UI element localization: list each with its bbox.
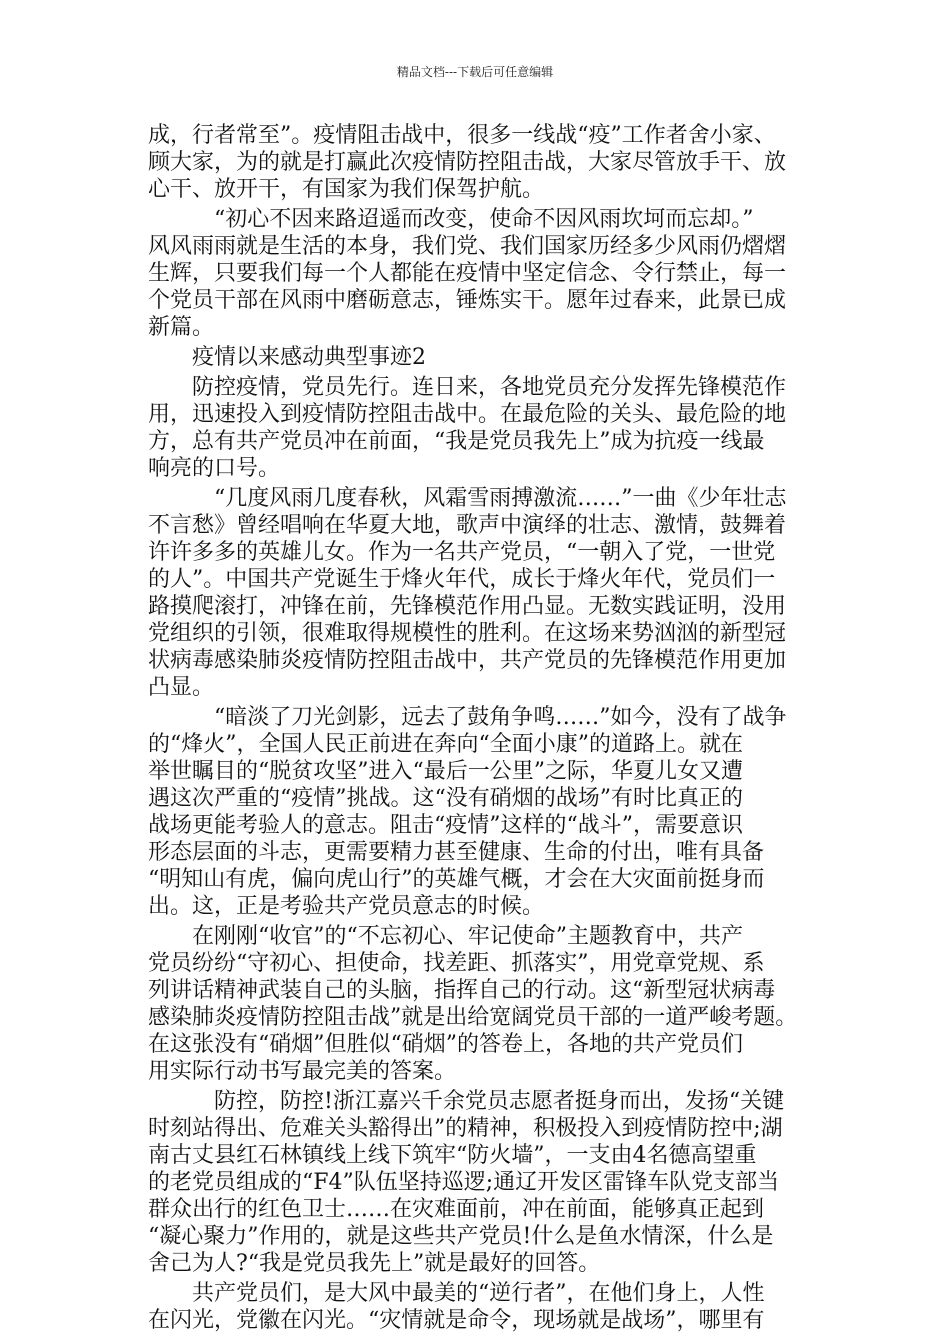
text-line: 个党员干部在风雨中磨砺意志，锤炼实干。愿年过春来，此景已成 <box>148 288 787 313</box>
paragraph <box>148 485 816 701</box>
text-line: 新篇。 <box>148 315 215 340</box>
text-line: 生辉，只要我们每一个人都能在疫情中坚定信念、令行禁止，每一 <box>148 261 787 286</box>
text-line: 顾大家，为的就是打赢此次疫情防控阻击战，大家尽管放手干、放 <box>148 150 787 175</box>
text-line: 的“烽火”，全国人民正前进在奔向“全面小康”的道路上。就在 <box>148 732 743 757</box>
text-line: 战场更能考验人的意志。阻击“疫情”这样的“战斗”，需要意识 <box>148 813 743 838</box>
text-line: 列讲话精神武装自己的头脑，指挥自己的行动。这“新型冠状病毒 <box>148 978 776 1003</box>
text-line: 在这张没有“硝烟”但胜似“硝烟”的答卷上，各地的共产党员们 <box>148 1032 743 1057</box>
text-line: 形态层面的斗志，更需要精力甚至健康、生命的付出，唯有具备 <box>148 840 765 865</box>
text-line: 的人”。中国共产党诞生于烽火年代，成长于烽火年代，党员们一 <box>148 567 776 592</box>
text-line: 党员纷纷“守初心、担使命，找差距、抓落实”，用党章党规、系 <box>148 951 765 976</box>
paragraph <box>148 122 816 203</box>
text-line: 南古丈县红石林镇线上线下筑牢“防火墙”，一支由4名德高望重 <box>148 1143 757 1168</box>
paragraph <box>148 704 816 920</box>
paragraph <box>148 923 816 1085</box>
text-line: 状病毒感染肺炎疫情防控阻击战中，共产党员的先锋模范作用更加 <box>148 648 787 673</box>
text-line: 许许多多的英雄儿女。作为一名共产党员，“一朝入了党，一世党 <box>148 540 776 565</box>
text-line: 共产党员们，是大风中最美的“逆行者”，在他们身上，人性 <box>148 1281 765 1306</box>
page-header: 精品文档---下载后可任意编辑 <box>396 65 554 79</box>
text-line: 群众出行的红色卫士……在灾难面前，冲在前面，能够真正起到 <box>148 1197 765 1222</box>
text-line: “明知山有虎，偏向虎山行”的英雄气概，才会在大灾面前挺身而 <box>148 867 765 892</box>
text-line: “几度风雨几度春秋，风霜雪雨搏激流……”一曲《少年壮志 <box>148 486 787 511</box>
text-line: “凝心聚力”作用的，就是这些共产党员!什么是鱼水情深，什么是 <box>148 1224 774 1249</box>
text-line: 心干、放开干，有国家为我们保驾护航。 <box>148 177 545 202</box>
text-line: 遇这次严重的“疫情”挑战。这“没有硝烟的战场”有时比真正的 <box>148 786 743 811</box>
text-line: 防控疫情，党员先行。连日来，各地党员充分发挥先锋模范作 <box>148 375 787 400</box>
text-line: 用实际行动书写最完美的答案。 <box>148 1059 457 1084</box>
text-line: 风风雨雨就是生活的本身，我们党、我们国家历经多少风雨仍熠熠 <box>148 234 787 259</box>
text-line: 不言愁》曾经唱响在华夏大地，歌声中演绎的壮志、激情，鼓舞着 <box>148 513 787 538</box>
text-line: “初心不因来路迢遥而改变，使命不因风雨坎坷而忘却。” <box>148 207 754 232</box>
text-line: 防控，防控!浙江嘉兴千余党员志愿者挺身而出，发扬“关键 <box>148 1089 785 1114</box>
text-line: 用，迅速投入到疫情防控阻击战中。在最危险的关头、最危险的地 <box>148 402 787 427</box>
text-line: 凸显。 <box>148 675 215 700</box>
text-line: 举世瞩目的“脱贫攻坚”进入“最后一公里”之际，华夏儿女又遭 <box>148 759 743 784</box>
text-line: 成，行者常至”。疫情阻击战中，很多一线战“疫”工作者舍小家、 <box>148 123 776 148</box>
text-line: 时刻站得出、危难关头豁得出”的精神，积极投入到疫情防控中;湖 <box>148 1116 783 1141</box>
text-line: 疫情以来感动典型事迹2 <box>148 345 426 370</box>
text-line: 响亮的口号。 <box>148 456 281 481</box>
paragraph <box>148 1280 816 1334</box>
text-line: 党组织的引领，很难取得规模性的胜利。在这场来势汹汹的新型冠 <box>148 621 787 646</box>
paragraph <box>148 374 816 482</box>
paragraph <box>148 344 816 371</box>
text-line: 在刚刚“收官”的“不忘初心、牢记使命”主题教育中，共产 <box>148 924 743 949</box>
text-line: 方，总有共产党员冲在前面，“我是党员我先上”成为抗疫一线最 <box>148 429 765 454</box>
text-line: “暗淡了刀光剑影，远去了鼓角争鸣……”如今，没有了战争 <box>148 705 787 730</box>
text-line: 感染肺炎疫情防控阻击战”就是出给宽阔党员干部的一道严峻考题。 <box>148 1005 798 1030</box>
paragraph <box>148 1088 816 1277</box>
text-line: 的老党员组成的“F4”队伍坚持巡逻;通辽开发区雷锋车队党支部当 <box>148 1170 780 1195</box>
text-line: 舍己为人?“我是党员我先上”就是最好的回答。 <box>148 1251 601 1276</box>
text-line: 在闪光，党徽在闪光。“灾情就是命令，现场就是战场”，哪里有 <box>148 1308 765 1333</box>
text-line: 出。这，正是考验共产党员意志的时候。 <box>148 894 545 919</box>
document-body <box>148 122 816 1334</box>
text-line: 路摸爬滚打，冲锋在前，先锋模范作用凸显。无数实践证明，没用 <box>148 594 787 619</box>
paragraph <box>148 206 816 341</box>
